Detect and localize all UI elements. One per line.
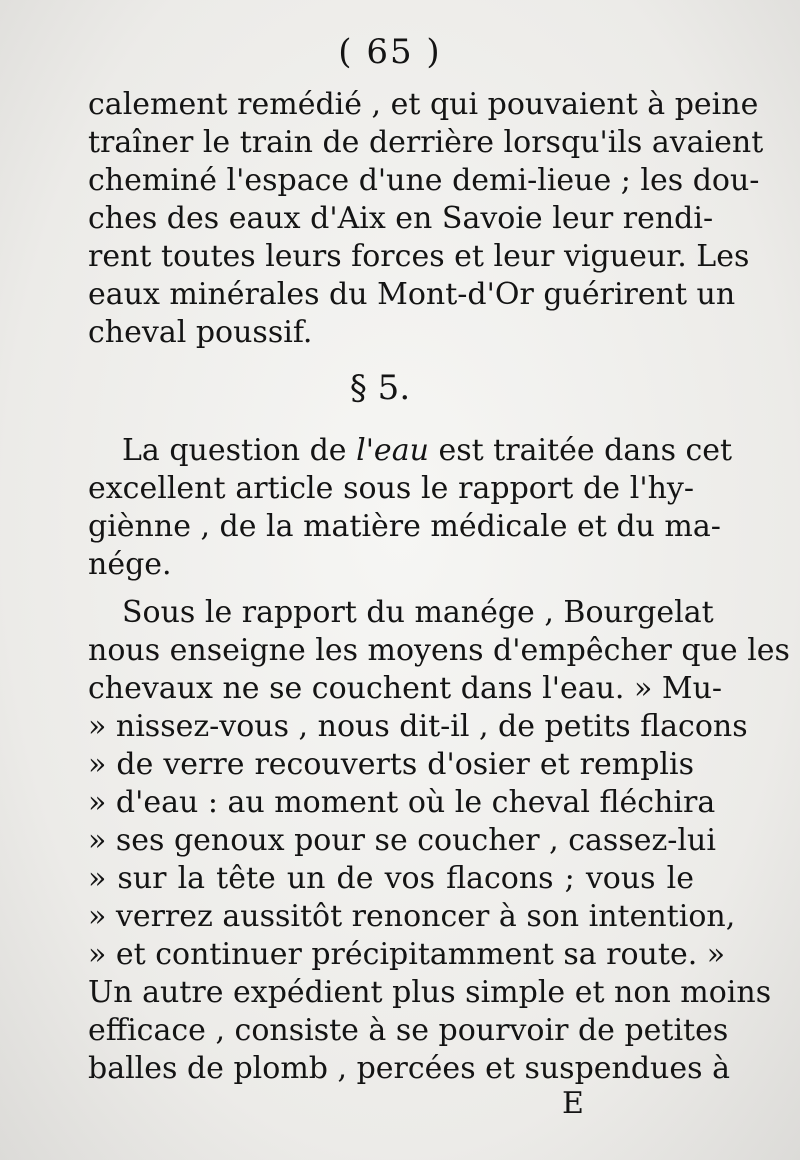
text-line: rent toutes leurs forces et leur vigueur. Les xyxy=(88,239,750,274)
text-run: La question de xyxy=(122,433,357,468)
text-line: efficace , consiste à se pourvoir de petites xyxy=(88,1013,729,1048)
text-line: cheminé l'espace d'une demi-lieue ; les dou- xyxy=(88,163,760,198)
text-line: chevaux ne se couchent dans l'eau. » Mu- xyxy=(88,671,723,706)
text-run: est traitée dans cet xyxy=(428,433,733,468)
quote-line: » et continuer précipitamment sa route. » xyxy=(88,937,726,972)
section-heading: § 5. xyxy=(349,368,411,408)
signature-mark: E xyxy=(562,1086,584,1121)
text-line: excellent article sous le rapport de l'hy- xyxy=(88,471,694,506)
text-line: calement remédié , et qui pouvaient à peine xyxy=(88,87,759,122)
quote-line: » verrez aussitôt renoncer à son intention, xyxy=(88,899,736,934)
text-line: giènne , de la matière médicale et du ma- xyxy=(88,509,721,544)
page-number: ( 65 ) xyxy=(338,32,442,72)
quote-line: » nissez-vous , nous dit-il , de petits flacons xyxy=(88,709,748,744)
italic-term: l'eau xyxy=(356,433,429,468)
text-line: nous enseigne les moyens d'empêcher que les xyxy=(88,633,790,668)
text-line: traîner le train de derrière lorsqu'ils avaient xyxy=(88,125,764,160)
text-line: Un autre expédient plus simple et non moins xyxy=(88,975,772,1010)
text-line: nége. xyxy=(88,547,172,582)
paragraph-first-line: Sous le rapport du manége , Bourgelat xyxy=(122,595,714,630)
quote-line: » de verre recouverts d'osier et remplis xyxy=(88,747,694,782)
text-line: cheval poussif. xyxy=(88,315,313,350)
text-line: eaux minérales du Mont-d'Or guérirent un xyxy=(88,277,736,312)
quote-line: » sur la tête un de vos flacons ; vous le xyxy=(88,861,694,896)
quote-line: » ses genoux pour se coucher , cassez-lui xyxy=(88,823,716,858)
quote-line: » d'eau : au moment où le cheval fléchira xyxy=(88,785,716,820)
text-line: ches des eaux d'Aix en Savoie leur rendi- xyxy=(88,201,714,236)
paragraph-first-line xyxy=(122,432,733,470)
text-line: balles de plomb , percées et suspendues à xyxy=(88,1051,730,1086)
